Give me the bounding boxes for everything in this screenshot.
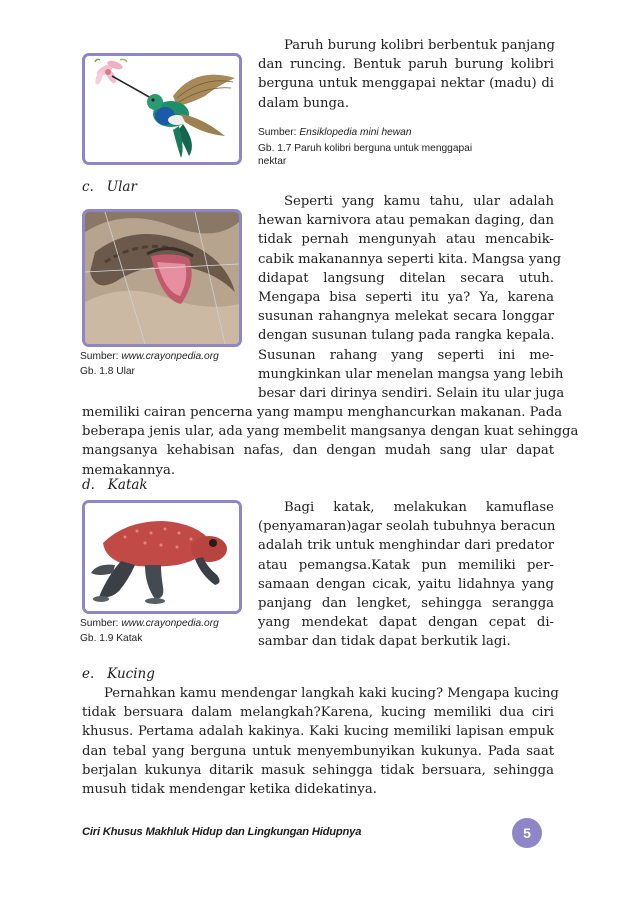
text-line: atau pemangsa.Katak pun memiliki per- (258, 557, 554, 573)
source-label: Sumber: (80, 351, 119, 362)
section-heading-katak (82, 477, 148, 493)
text-line: cabik makanannya seperti kita. Mangsa yang (258, 251, 562, 267)
text-line: (penyamaran)agar seolah tubuhnya beracun (258, 519, 556, 535)
text-line: dan runcing. Bentuk paruh burung kolibri (258, 57, 554, 73)
snake-caption (80, 365, 135, 378)
text-line: memakannya. (82, 462, 176, 478)
page-number-badge (512, 818, 542, 848)
caption-text: Gb. 1.8 Ular (80, 366, 135, 377)
snake-image-frame (82, 209, 242, 347)
kolibri-caption (258, 142, 558, 168)
kucing-paragraph (82, 684, 559, 799)
text-line: dan tebal yang berguna untuk menyembunyikan kukunya. Pada saat (82, 743, 554, 759)
text-line: Paruh burung kolibri berbentuk panjang (284, 38, 555, 53)
katak-paragraph (258, 498, 554, 652)
text-line: tidak pernah mengunyah atau mencabik- (258, 232, 554, 248)
text-line: dengan susunan tulang pada rangka kepala. (258, 328, 555, 344)
text-line: musuh tidak mendengar ketika didekatinya. (82, 782, 377, 798)
text-line: berguna untuk menggapai nektar (madu) di (258, 76, 554, 92)
ular-paragraph-right (258, 192, 565, 403)
frog-image-frame (82, 500, 242, 614)
text-line: samaan dengan cicak, yaitu lidahnya yang (258, 576, 554, 592)
caption-line: Gb. 1.7 Paruh kolibri berguna untuk menggapai (258, 143, 473, 154)
section-heading-kucing (82, 666, 155, 682)
text-line: hewan karnivora atau pemakan daging, dan (258, 213, 554, 229)
hummingbird-image-frame (82, 53, 242, 165)
snake-source (80, 350, 219, 363)
frog-source (80, 617, 219, 630)
text-line: Bagi katak, melakukan kamuflase (284, 500, 554, 515)
heading-text: d. Katak (82, 477, 148, 493)
text-line: panjang dan lengket, sehingga serangga (258, 596, 554, 612)
source-name: www.crayonpedia.org (121, 618, 219, 629)
caption-line: nektar (258, 156, 287, 167)
source-label: Sumber: (258, 127, 297, 138)
text-line: beberapa jenis ular, ada yang membelit mangsanya dengan kuat sehingga (82, 424, 579, 440)
text-line: mangsanya kehabisan nafas, dan dengan mudah sang ular dapat (82, 443, 554, 459)
text-line: sambar dan tidak dapat berkutik lagi. (258, 634, 511, 650)
heading-text: e. Kucing (82, 666, 155, 682)
text-line: Mengapa bisa seperti itu ya? Ya, karena (258, 290, 554, 306)
caption-text: Gb. 1.9 Katak (80, 633, 143, 644)
text-line: adalah trik untuk menghindar dari predator (258, 538, 554, 554)
source-name: www.crayonpedia.org (121, 351, 219, 362)
heading-text: c. Ular (82, 179, 137, 195)
text-line: Seperti yang kamu tahu, ular adalah (284, 194, 554, 209)
ular-paragraph-full (82, 403, 579, 480)
text-line: Susunan rahang yang seperti ini me- (258, 347, 554, 363)
footer-title (82, 826, 361, 838)
kolibri-source (258, 126, 412, 139)
source-label: Sumber: (80, 618, 119, 629)
snake-photo (85, 212, 239, 344)
text-line: dalam bunga. (258, 95, 350, 111)
section-heading-ular (82, 179, 137, 195)
source-name: Ensiklopedia mini hewan (299, 127, 412, 138)
text-line: khusus. Pertama adalah kakinya. Kaki kucing memiliki lapisan empuk (82, 724, 554, 740)
page-number: 5 (523, 825, 531, 841)
text-line: Pernahkan kamu mendengar langkah kaki kucing? Mengapa kucing (104, 686, 559, 701)
text-line: didapat langsung ditelan secara utuh. (258, 270, 554, 286)
frog-caption (80, 632, 142, 645)
kolibri-paragraph (258, 36, 554, 113)
text-line: tidak bersuara dalam melangkah?Karena, kucing memiliki dua ciri (82, 705, 554, 721)
text-line: susunan rahangnya melekat secara longgar (258, 309, 554, 325)
text-line: yang mendekat dapat dengan cepat di- (258, 615, 554, 631)
text-line: mungkinkan ular menelan mangsa yang lebih (258, 366, 564, 382)
text-line: berjalan kukunya ditarik masuk sehingga tidak bersuara, sehingga (82, 762, 554, 778)
hummingbird-illustration (85, 56, 239, 162)
text-line: memiliki cairan pencerna yang mampu menghancurkan makanan. Pada (82, 405, 563, 420)
frog-illustration (85, 503, 239, 611)
text-line: besar dari dirinya sendiri. Selain itu ular juga (258, 386, 565, 402)
footer-title-text: Ciri Khusus Makhluk Hidup dan Lingkungan Hidupnya (82, 826, 362, 838)
